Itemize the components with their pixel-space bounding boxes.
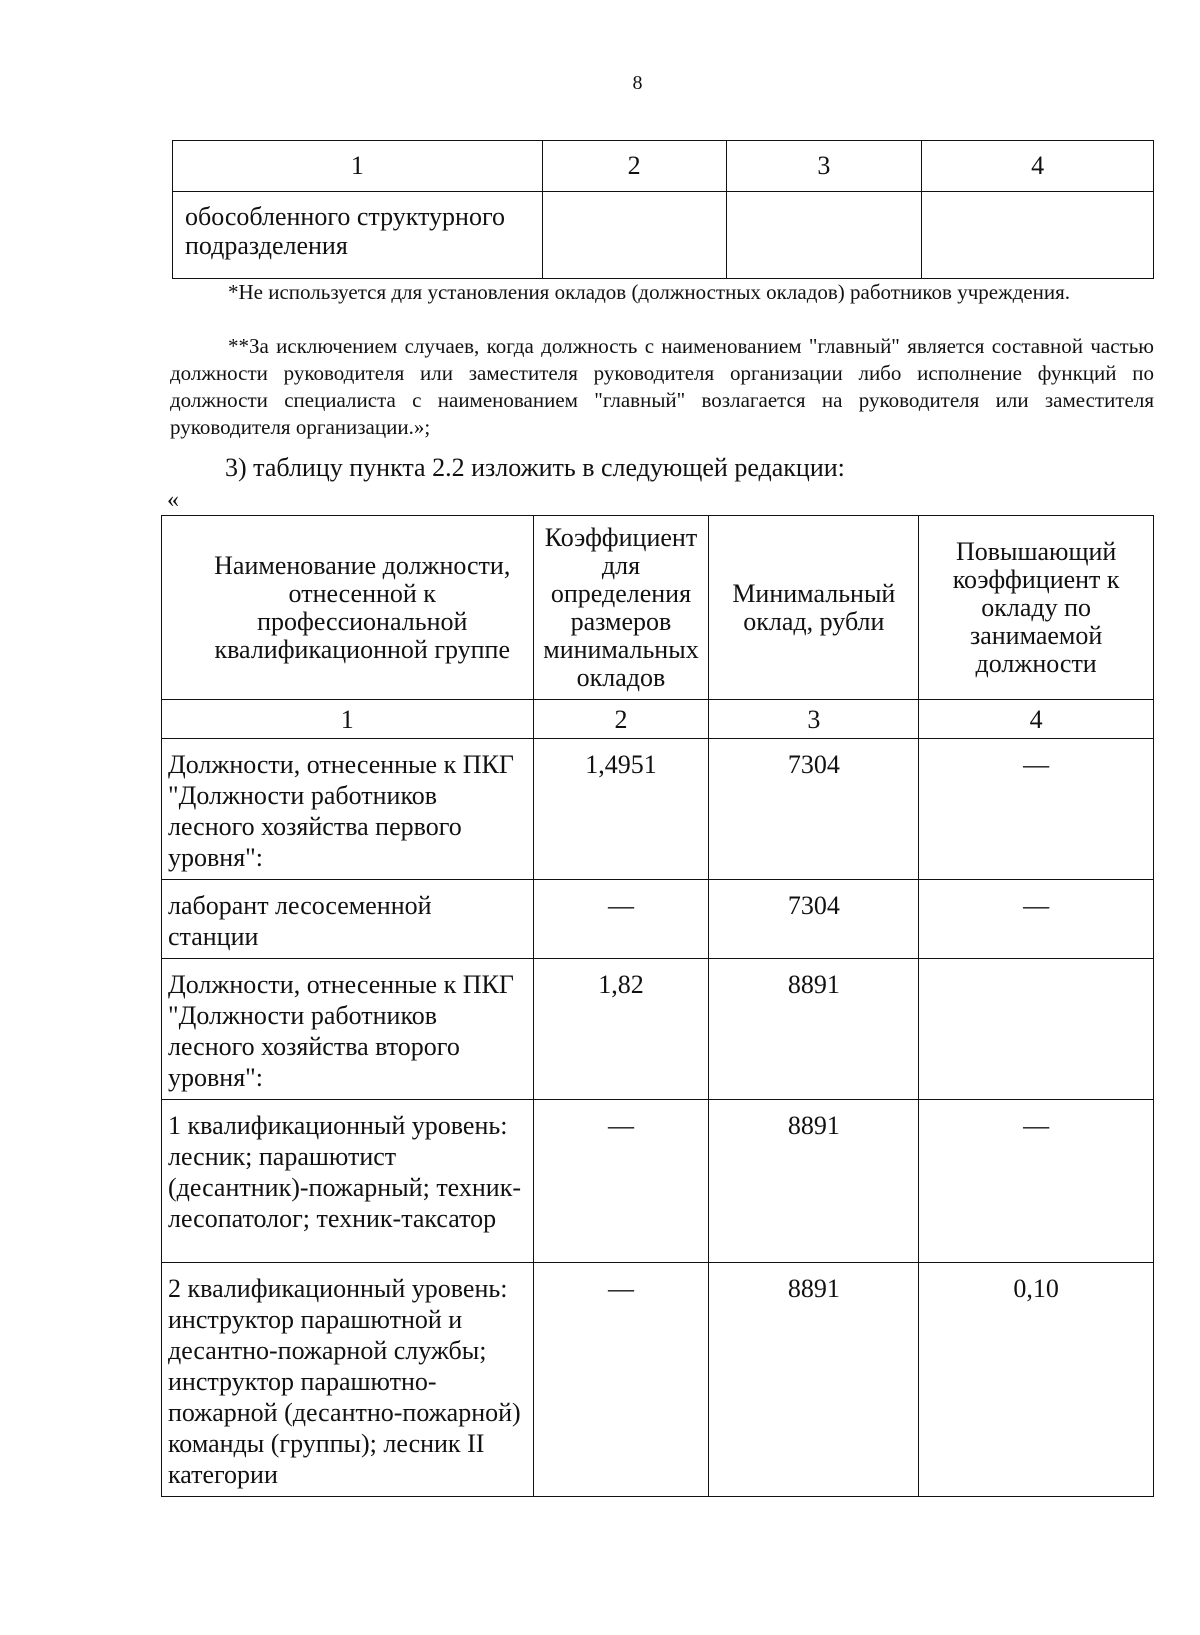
raise-coefficient-cell: 0,10	[919, 1263, 1154, 1497]
position-name-cell: 1 квалификационный уровень: лесник; парашютист (десантник)-пожарный; техник-лесопатолог; техник-таксатор	[162, 1100, 534, 1263]
opening-quote: «	[167, 487, 179, 513]
table-row	[162, 1263, 1154, 1497]
column-number: 2	[542, 141, 726, 192]
coefficient-cell: 1,82	[533, 959, 709, 1100]
footnote-text: **За исключением случаев, когда должность с наименованием "главный" является составной частью должности руководителя или заместителя руководителя организации либо исполнение функций по должности специалиста с наименованием "главный" возлагается на руководителя или заместителя руководителя организации.»;	[170, 334, 1154, 439]
coefficient-cell: —	[533, 1263, 709, 1497]
amendment-item-3: 3) таблицу пункта 2.2 изложить в следующей редакции:	[225, 453, 845, 482]
column-number-row	[173, 141, 1154, 192]
salary-cell: 8891	[709, 1100, 919, 1263]
salary-cell: 7304	[709, 880, 919, 959]
table-cell	[922, 192, 1154, 279]
column-number: 3	[726, 141, 922, 192]
raise-coefficient-cell	[919, 959, 1154, 1100]
salary-cell: 8891	[709, 959, 919, 1100]
header-raise-coefficient: Повышающий коэффициент к окладу по занимаемой должности	[919, 516, 1154, 700]
position-name-cell: 2 квалификационный уровень: инструктор парашютной и десантно-пожарной службы; инструктор парашютно-пожарной (десантно-пожарной) команды (группы); лесник II категории	[162, 1263, 534, 1497]
salary-cell: 8891	[709, 1263, 919, 1497]
table-cell	[542, 192, 726, 279]
column-number-row	[162, 700, 1154, 739]
position-name-cell: обособленного структурного подразделения	[173, 192, 543, 279]
table-row	[162, 880, 1154, 959]
table-row	[173, 192, 1154, 279]
page-number: 8	[632, 72, 643, 94]
continuation-table	[172, 140, 1154, 279]
position-name-cell: Должности, отнесенные к ПКГ "Должности работников лесного хозяйства первого уровня":	[162, 739, 534, 880]
coefficient-cell: 1,4951	[533, 739, 709, 880]
column-number: 1	[173, 141, 543, 192]
table-row	[162, 959, 1154, 1100]
column-number: 1	[162, 700, 534, 739]
salary-table	[161, 515, 1154, 1497]
coefficient-cell: —	[533, 1100, 709, 1263]
raise-coefficient-cell: —	[919, 880, 1154, 959]
position-name-cell: лаборант лесосеменной станции	[162, 880, 534, 959]
table-row	[162, 1100, 1154, 1263]
raise-coefficient-cell: —	[919, 739, 1154, 880]
footnote-1	[170, 279, 1154, 306]
table-cell	[726, 192, 922, 279]
header-row	[162, 516, 1154, 700]
table-row	[162, 739, 1154, 880]
footnote-2	[170, 333, 1154, 441]
header-min-salary: Минимальный оклад, рубли	[709, 516, 919, 700]
raise-coefficient-cell: —	[919, 1100, 1154, 1263]
column-number: 4	[922, 141, 1154, 192]
coefficient-cell: —	[533, 880, 709, 959]
footnote-text: *Не используется для установления окладов (должностных окладов) работников учреждения.	[228, 280, 1070, 304]
column-number: 4	[919, 700, 1154, 739]
salary-cell: 7304	[709, 739, 919, 880]
header-position-name: Наименование должности, отнесенной к профессиональной квалификационной группе	[162, 516, 534, 700]
column-number: 2	[533, 700, 709, 739]
column-number: 3	[709, 700, 919, 739]
position-name-cell: Должности, отнесенные к ПКГ "Должности работников лесного хозяйства второго уровня":	[162, 959, 534, 1100]
header-coefficient: Коэффициент для определения размеров минимальных окладов	[533, 516, 709, 700]
